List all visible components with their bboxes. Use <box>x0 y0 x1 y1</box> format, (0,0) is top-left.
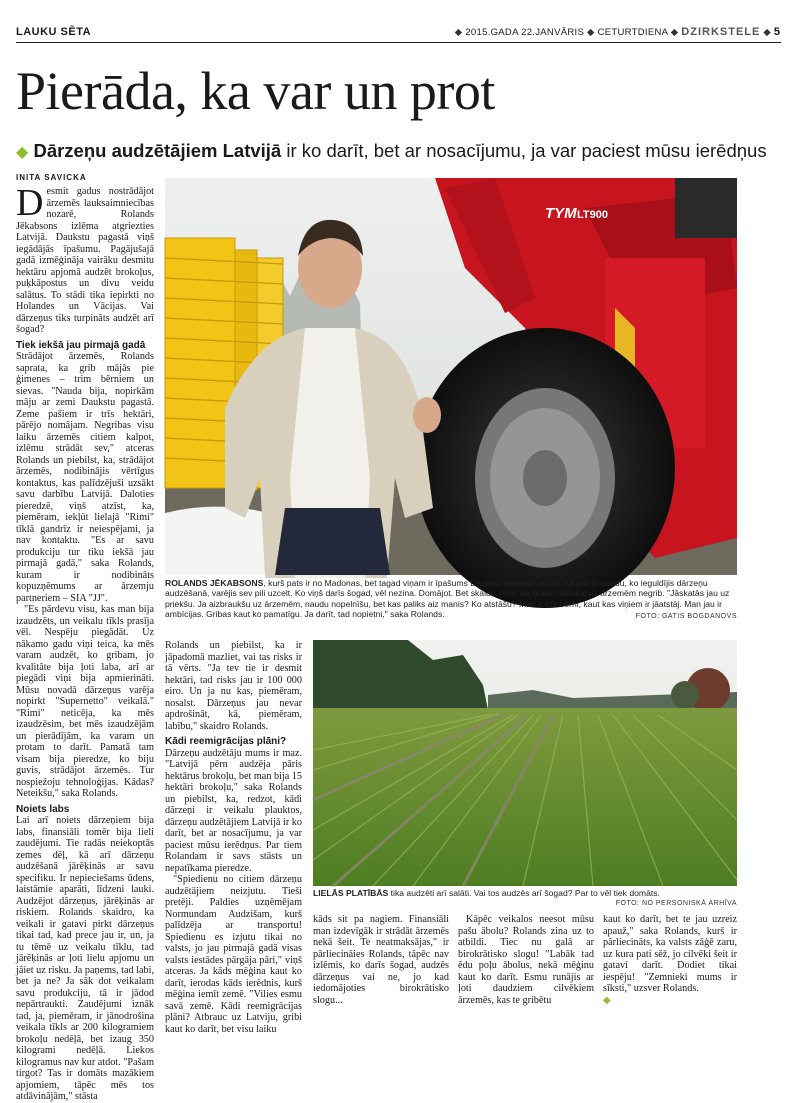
paragraph: Strādājot ārzemēs, Rolands saprata, ka grib mājās pie ģimenes – trim bērniem un sievas. "Nauda bija, nopirkām māju ar zemi Daukstu pagastā. Zeme pašiem ir trīs hektāri, pārējo nomājam. Negribas visu laiku ārzemēs citiem kalpot, izlēmu strādāt sev," atceras Rolands un piebilst, ka, strādājot ārzemēs, nodibinājis vērtīgus kontaktus, kas palīdzējuši uzsākt savu darbību Latvijā. Daloties pieredzē, viņš atzīst, ka, piemēram, iekļūt lielajā "Rimi" tīklā gandrīz ir neiespējami, ja nav kontaktu. "Es ar savu produkciju tur tiku iekšā jau pirmajā gadā," saka Rolands, kuram ir nodibināts kopuzņēmums ar ārzemju partneriem – SIA "JJ". <box>16 351 154 604</box>
subheading-2: Noiets labs <box>16 803 70 815</box>
subhead-rest: ir ko darīt, bet ar nosacījumu, ja var paciest mūsu ierēdņus <box>281 140 767 161</box>
column-5 <box>603 914 737 1018</box>
column-2 <box>165 640 302 1035</box>
page-number: 5 <box>773 26 781 38</box>
diamond-bullet-icon: ◆ <box>16 144 29 161</box>
end-mark-icon: ◆ <box>603 994 611 1006</box>
intro-text: esmit gadus nostrādājot ārzemēs lauksaimniecības nozarē, Rolands Jēkabsons izlēma atgriezties Latvijā. Daukstu pagastā viņš iegādājās īpašumu. Pagājušajā gadā izmēģināja vairāku desmitu hektāru apjomā audzēt brokoļus, puķkāpostus un divu veidu salātus. To stādi tika iepirkti no Holandes un Vācijas. Vai dārzeņus tiks turpināts audzēt arī šogad? <box>16 186 154 335</box>
caption2-lead: LIELĀS PLATĪBĀS <box>313 888 389 898</box>
paragraph: "Es pārdevu visu, kas man bija izaudzēts, un veikalu tīkls prasīja vēl. Nespēju piegādāt. Uz nākamo gadu viņi teica, ka mēs varam audzēt, ko gribam, jo kvalitāte bija ļoti laba, arī ar piegādi viņi bija apmierināti. Mūsu novadā dārzeņus varēja nopirkt "Supernetto" veikalā." "Rimi" neticēja, ka mēs izaudzēsim, bet mēs izaudzējām un pierādījām, ka varam un protam to darīt. Pamatā tam visam bija pieredze, ko biju guvis, strādājot ārzemēs. Tur nospiežoju tehnoloģijas. Kādas? Neteikšu," saka Rolands. <box>16 604 154 799</box>
tractor-model-number: LT900 <box>577 209 608 221</box>
paragraph: Lai arī noiets dārzeņiem bija labs, finansiāli tomēr bija lieli zaudējumi. Tie radās neiekoptās zemes dēļ, kā arī dārzeņu audzēšanā jārēķinās ar savu specifiku. Ir nepieciešams ūdens, laistāmie aparāti, līdzeni lauki. Audzējot dārzeņus, jārēķinās ar riskiem. Rolands skaidro, ka veikali ir gatavi pirkt dārzeņus tikai tad, kad prece jau ir, un, ja tu tēmē uz veikalu tīklu, tad jārēķinās ar ļoti lielu apjomu un jāiet uz risku. Ja paņems, tad labi, bet ja ne? Ja sāk dot veikalam savu produkciju, tā ir jādod nepārtraukti. Zaudējumi iznāk tad, ja, piemēram, ir jānodrošina veikala tīkls ar 200 kilogramiem brokoļu nedēļā, bet izaug 350 kilogrami nedēļā. Liekos kilogramus nav kur atdot. "Pašam tirgot? Tas ir domāts mazākiem apjomiem, tāpēc mēs tos atdāvinājām," stāsta <box>16 815 154 1102</box>
subhead-bold: Dārzeņu audzētājiem Latvijā <box>33 140 282 161</box>
column-1 <box>16 182 154 1102</box>
section-name: LAUKU SĒTA <box>16 26 92 38</box>
subheadline <box>16 140 767 162</box>
tractor-model-label: TYM <box>545 205 577 222</box>
weekday: CETURTDIENA <box>597 27 668 38</box>
photo-lettuce-field <box>313 640 737 886</box>
column-4 <box>458 914 594 1018</box>
paragraph: Kāpēc veikalos neesot mūsu pašu ābolu? Rolands zina uz to atbildi. Tiec nu galā ar birokrātisko slogu! "Labāk tad ēdu poļu ābolus, nekā mēģinu kaut ko darīt. Esmu runājis ar ļoti daudziem cilvēkiem ārzemēs, kas te gribētu <box>458 914 594 1006</box>
caption1-text: , kurš pats ir no Madonas, bet tagad viņam ir īpašums Daukstu pagastā, atzīst, ka par to naudu, ko ieguldījis dārzeņu audzēšanā, varējis sev pili uzcelt. Ko viņš darīs šogad, vēl nezina. Domājot. Bet skaidri zinot, ka braukt atpakaļ uz ārzemēm negrib. "Jāskatās jau uz priekšu. Ja aizbraukšu uz ārzemēm, naudu nopelnīšu, bet kas paliks aiz manis? Ko atstāšu? Man ir trīs bērni, kaut kas viņiem ir jāatstāj. Man jau ir ambīcijas. Gribas kaut ko pamatīgu. Ja darīt, tad nopietni," saka Rolands. <box>165 578 730 620</box>
paragraph: "Spiedienu no citiem dārzeņu audzētājiem neizjutu. Tieši pretēji. Paldies uzņēmējam Normundam Audzišam, kurš palīdzēja ar transportu! Spiedienu es izjutu tikai no valsts, jo jau pirmajā gadā visas valsts iestādes pārgāja pāri," viņš atceras. Ja kāds mēģina kaut ko darīt, ierodas kāds ierēdnis, kurš mēģina iemīt zemē. "Vilies esmu savā zemē. Kādi reemigrācijas plāni? Atbrauc uz Latviju, gribi kaut ko darīt, bet visu laiku <box>165 874 302 1035</box>
drop-cap: D <box>16 182 44 224</box>
paragraph: kaut ko darīt, bet te jau uzreiz apauž," saka Rolands, kurš ir pārliecināts, ka valsts zāģē zaru, uz kura pati sēž, jo cilvēki šeit ir gatavi darīt. Dodiet tikai iespēju! "Zemnieki mums ir sīksti," uzsver Rolands. <box>603 914 737 994</box>
column-3 <box>313 914 449 1018</box>
photo2-credit: FOTO: NO PERSONISKĀ ARHĪVA <box>615 900 737 907</box>
header-info: ◆ 2015.GADA 22.JANVĀRIS ◆ CETURTDIENA ◆ DZIRKSTELE ◆ 5 <box>454 26 781 38</box>
photo-man-tractor <box>165 178 737 575</box>
photo-lettuce-field-image <box>313 640 737 886</box>
paragraph: Dārzeņu audzētāju mums ir maz. "Latvijā pērn audzēja pāris hektārus brokoļu, bet man bija 15 hektāri brokoļu," saka Rolands un piebilst, ka, redzot, kādi dārzeņi ir veikalu plauktos, dārzeņu audzētājiem Latvijā ir ko darīt, bet ar nosacījumu, ja var paciest mūsu ierēdņus. Par tiem Rolandam ir savs stāsts un nepatīkama pieredze. <box>165 747 302 874</box>
subheading-3: Kādi reemigrācijas plāni? <box>165 736 287 747</box>
page-header <box>16 22 781 43</box>
subheading-1: Tiek iekšā jau pirmajā gadā <box>16 339 146 351</box>
issue-date: 2015.GADA 22.JANVĀRIS <box>465 27 585 38</box>
author-byline: INITA SAVICKA <box>16 173 87 182</box>
caption1-lead: ROLANDS JĒKABSONS <box>165 578 264 588</box>
photo-man-tractor-image <box>165 178 737 575</box>
paragraph: kāds sit pa nagiem. Finansiāli man izdevīgāk ir strādāt ārzemēs nekā šeit. Te neatmaksājas," ir pārliecināies Rolands, tāpēc nav izlēmis, ko darīs šogad, audzēs dārzeņus vai ne, jo kad iedomājoties birokrātisko slogu... <box>313 914 449 1006</box>
photo1-credit: FOTO: GATIS BOGDANOVS <box>635 613 737 620</box>
paragraph: Rolands un piebilst, ka ir jāpadomā mazliet, vai tas risks ir tā vērts. "Ja tev tie ir desmit hektāri, tad risks jau ir 100 000 eiro. Un ja nu kas, piemēram, nosalst. Dārzeņus jau nevar apdrošināt, kā, piemēram, labību," skaidro Rolands. <box>165 640 302 732</box>
headline: Pierāda, ka var un prot <box>16 61 495 121</box>
caption2-text: tika audzēti arī salāti. Vai tos audzēs arī šogad? Par to vēl tiek domāts. <box>388 888 660 898</box>
paper-name: DZIRKSTELE <box>681 26 761 38</box>
photo2-caption <box>313 888 737 898</box>
